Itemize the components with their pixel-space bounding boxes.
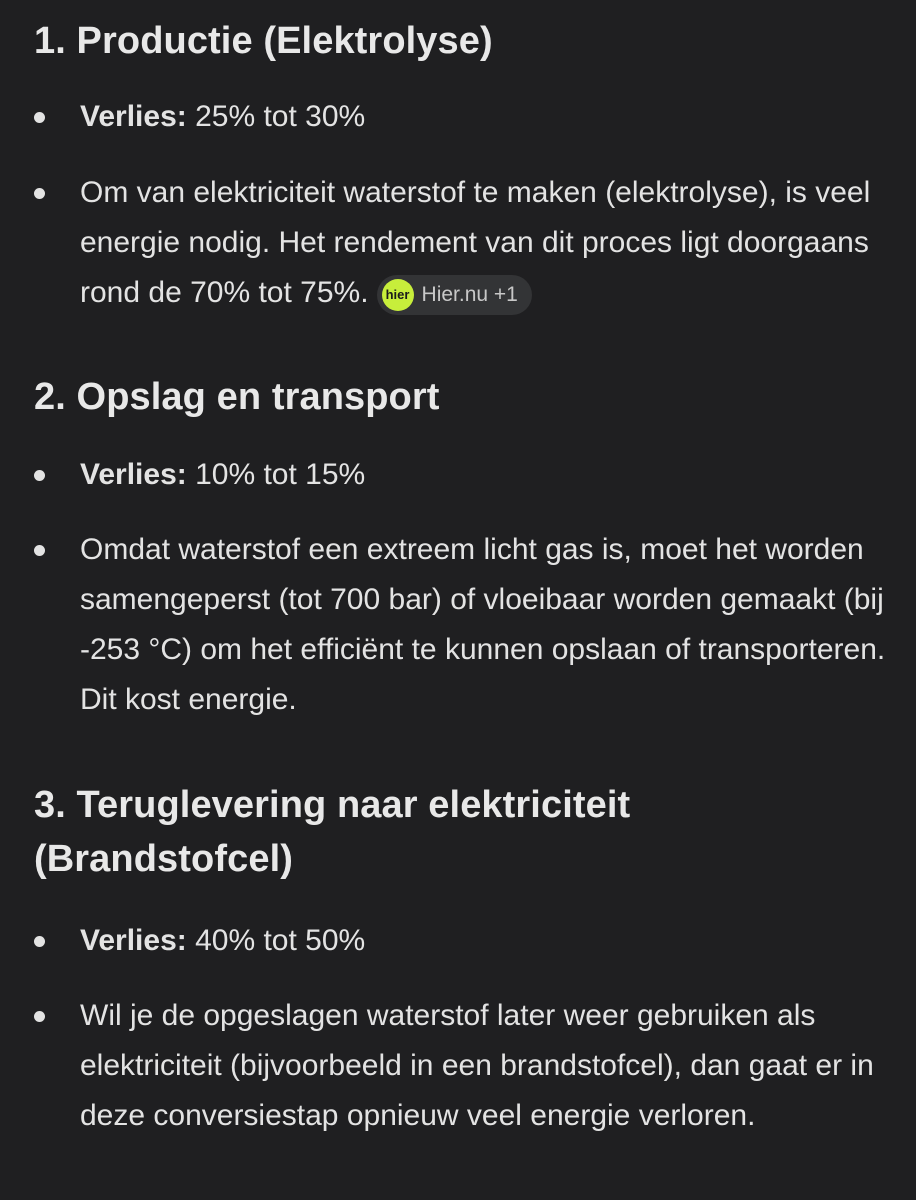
verlies-label: Verlies: bbox=[80, 458, 187, 491]
heading-line: (Brandstofcel) bbox=[34, 838, 293, 880]
verlies-value: 40% tot 50% bbox=[186, 924, 366, 957]
item-text: Omdat waterstof een extreem licht gas is, moet het worden samengeperst (tot 700 bar) of vloeibaar worden gemaakt (bij -253 °C) om het efficiënt te kunnen opslaan of transporteren. Dit kost energie. bbox=[80, 533, 886, 716]
section-heading-opslag: 2. Opslag en transport bbox=[34, 376, 440, 418]
verlies-value: 25% tot 30% bbox=[186, 100, 366, 133]
item-text: Om van elektriciteit waterstof te maken (elektrolyse), is veel energie nodig. Het rendement van dit proces ligt doorgaans rond de 70% tot 75%. bbox=[80, 176, 871, 309]
bullet-icon bbox=[34, 936, 45, 947]
section-heading-productie: 1. Productie (Elektrolyse) bbox=[34, 20, 493, 62]
bullet-icon bbox=[34, 545, 45, 556]
bullet-icon bbox=[34, 470, 45, 481]
verlies-label: Verlies: bbox=[80, 100, 187, 133]
section-heading-teruglevering bbox=[34, 778, 630, 886]
verlies-label: Verlies: bbox=[80, 924, 187, 957]
hier-logo-icon: hier bbox=[382, 279, 414, 311]
heading-line: 3. Teruglevering naar elektriciteit bbox=[34, 784, 631, 826]
bullet-icon bbox=[34, 112, 45, 123]
item-text: Wil je de opgeslagen waterstof later weer gebruiken als elektriciteit (bijvoorbeeld in een brandstofcel), dan gaat er in deze conversiestap opnieuw veel energie verloren. bbox=[80, 999, 874, 1132]
source-chip[interactable] bbox=[377, 275, 532, 315]
verlies-value: 10% tot 15% bbox=[186, 458, 366, 491]
bullet-icon bbox=[34, 188, 45, 199]
bullet-icon bbox=[34, 1011, 45, 1022]
source-chip-label: Hier.nu +1 bbox=[421, 282, 518, 306]
